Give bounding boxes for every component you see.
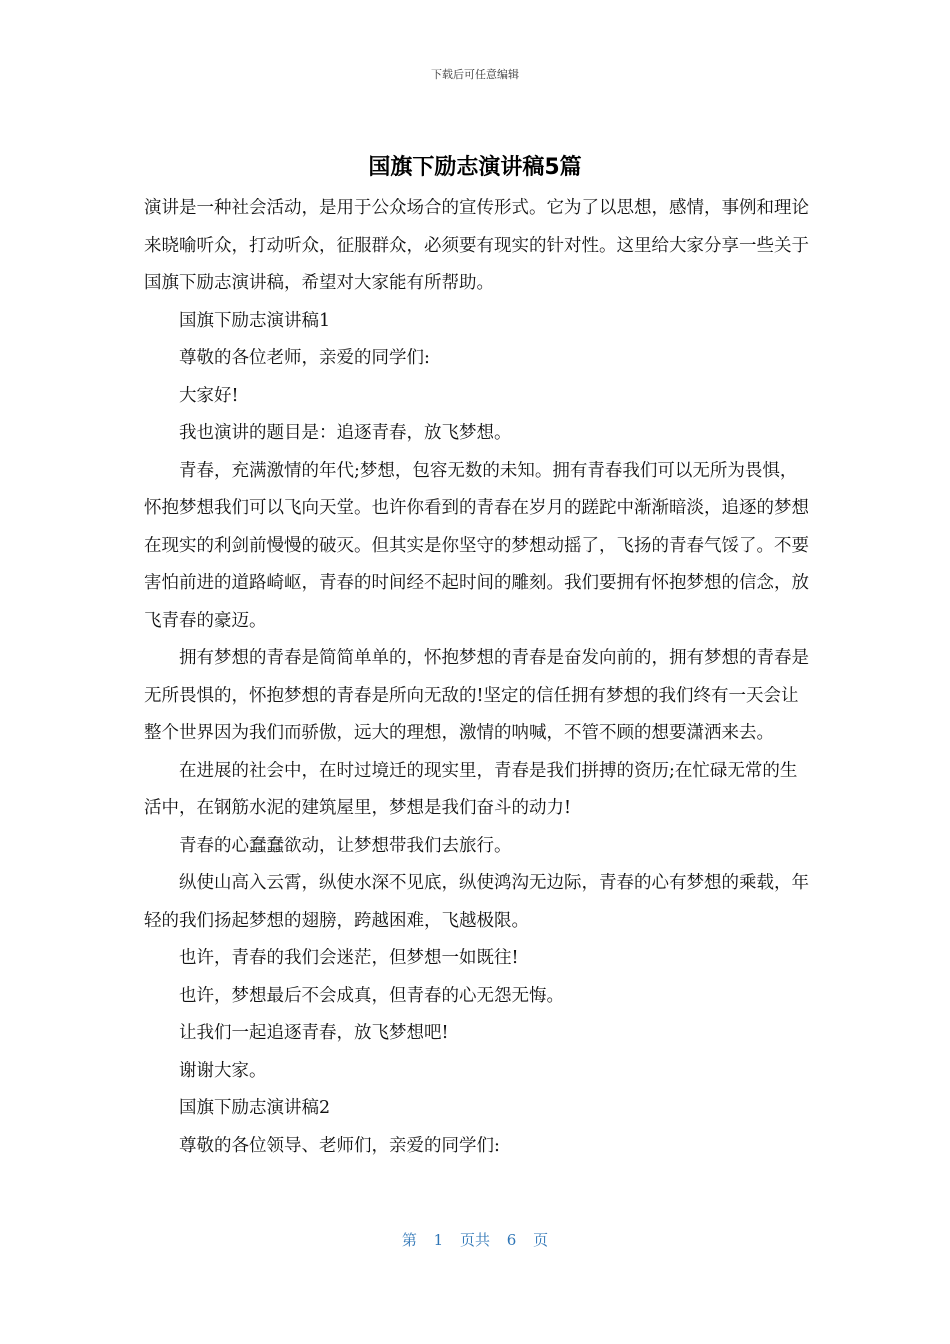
footer-page-number: 1 [433, 1231, 444, 1249]
document-title: 国旗下励志演讲稿5篇 [368, 155, 582, 180]
page-header: 下载后可任意编辑 [431, 68, 519, 81]
body-paragraph: 青春的心蠢蠢欲动，让梦想带我们去旅行。 [179, 835, 512, 856]
closing-thanks: 谢谢大家。 [179, 1060, 267, 1081]
body-paragraph: 在进展的社会中，在时过境迁的现实里，青春是我们拼搏的资历;在忙碌无常的生活中，在钢筋水泥的建筑屋里，梦想是我们奋斗的动力! [144, 760, 798, 818]
intro-paragraph: 演讲是一种社会活动，是用于公众场合的宣传形式。它为了以思想，感情，事例和理论来晓喻听众，打动听众，征服群众，必须要有现实的针对性。这里给大家分享一些关于国旗下励志演讲稿，希望对大家能有所帮助。 [144, 198, 809, 293]
greeting: 大家好! [179, 385, 239, 406]
section-heading: 国旗下励志演讲稿1 [179, 310, 331, 331]
body-paragraph: 纵使山高入云霄，纵使水深不见底，纵使鸿沟无边际，青春的心有梦想的乘载，年轻的我们扬起梦想的翅膀，跨越困难，飞越极限。 [144, 873, 809, 931]
footer-suffix: 页 [533, 1231, 549, 1249]
speech-topic: 我也演讲的题目是：追逐青春，放飞梦想。 [179, 423, 512, 443]
footer-prefix: 第 [401, 1231, 417, 1249]
body-paragraph: 让我们一起追逐青春，放飞梦想吧! [179, 1023, 449, 1043]
salutation: 尊敬的各位老师，亲爱的同学们: [179, 348, 430, 368]
body-paragraph: 也许，青春的我们会迷茫，但梦想一如既往! [179, 948, 519, 968]
salutation: 尊敬的各位领导、老师们，亲爱的同学们: [179, 1135, 500, 1156]
footer-total-pages: 6 [506, 1231, 517, 1249]
footer-middle: 页共 [459, 1231, 490, 1249]
body-paragraph: 拥有梦想的青春是简简单单的，怀抱梦想的青春是奋发向前的，拥有梦想的青春是无所畏惧的，怀抱梦想的青春是所向无敌的!坚定的信任拥有梦想的我们终有一天会让整个世界因为我们而骄傲，远大的理想，激情的呐喊，不管不顾的想要潇洒来去。 [144, 648, 809, 743]
section-heading: 国旗下励志演讲稿2 [179, 1098, 331, 1118]
body-paragraph: 也许，梦想最后不会成真，但青春的心无怨无悔。 [179, 985, 564, 1006]
page-footer [0, 1229, 950, 1250]
document-body [144, 190, 810, 1165]
body-paragraph: 青春，充满激情的年代;梦想，包容无数的未知。拥有青春我们可以无所为畏惧，怀抱梦想我们可以飞向天堂。也许你看到的青春在岁月的蹉跎中渐渐暗淡，追逐的梦想在现实的利剑前慢慢的破灭。但其实是你坚守的梦想动摇了，飞扬的青春气馁了。不要害怕前进的道路崎岖，青春的时间经不起时间的雕刻。我们要拥有怀抱梦想的信念，放飞青春的豪迈。 [144, 460, 809, 631]
